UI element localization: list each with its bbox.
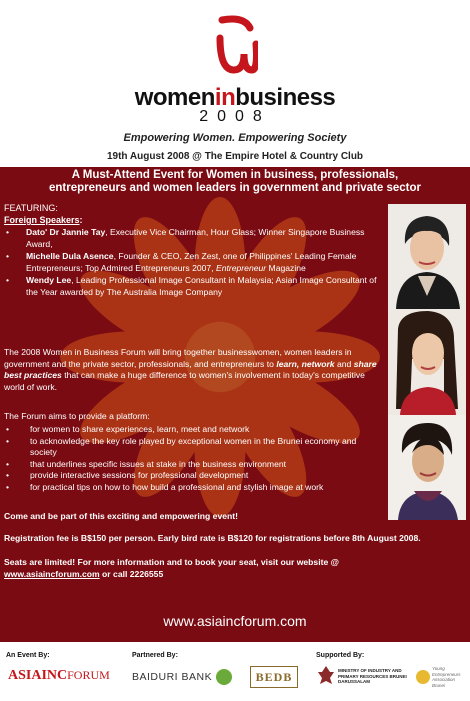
date-venue: 19th August 2008 @ The Empire Hotel & Country Club [106,151,364,162]
bedb-logo: BEDB [250,666,298,688]
forum-description: The 2008 Women in Business Forum will bring together businesswomen, women leaders in government and the private sector, professionals, and entrepreneurs to learn, network and share best practices that can make a huge difference to women's involvement in today's competitive world of work. [4,347,377,392]
partnered-by-label: Partnered By: [132,652,178,659]
speaker-item: • Wendy Lee, Leading Professional Image Consultant in Malaysia; Asian Image Consultant of the Year awarded by The Australia Image Company [4,275,384,298]
footer [0,642,470,701]
speaker-item: • Dato' Dr Jannie Tay, Executive Vice Chairman, Hour Glass; Winner Singapore Business Award, [4,227,384,250]
brand-year: 2008 [199,108,271,125]
header [0,0,470,167]
platform-item: • to acknowledge the key role played by exceptional women in the Brunei economy and society [4,436,384,459]
platform-item: • provide interactive sessions for professional development [4,470,384,482]
contact-line: www.asiaincforum.com or call 2226555 [4,569,164,579]
website-link[interactable]: www.asiaincforum.com [4,569,100,579]
brand-name: womeninbusiness [134,84,336,111]
event-by-label: An Event By: [6,652,50,659]
website-banner[interactable]: www.asiaincforum.com [163,613,307,629]
main-panel [0,167,470,642]
platform-item: • that underlines specific issues at stake in the business environment [4,459,384,471]
seats-info: Seats are limited! For more information and to book your seat, visit our website @ [4,557,340,567]
platform-intro: The Forum aims to provide a platform: [4,411,150,421]
brunei-crest-icon [316,664,336,686]
platform-item: • for women to share experiences, learn, meet and network [4,424,384,436]
speaker-photo-1 [388,204,466,309]
speaker-photo-2 [388,309,466,415]
registration-fee: Registration fee is B$150 per person. Early bird rate is B$120 for registrations before 8th August 2008. [4,533,421,543]
tagline: Empowering Women. Empowering Society [123,132,347,144]
ministry-logo: MINISTRY OF INDUSTRY AND PRIMARY RESOURCES BRUNEI DARUSSALAM [338,668,407,684]
speaker-photo-3 [388,415,466,520]
call-to-action: Come and be part of this exciting and empowering event! [4,511,238,521]
women-in-business-logo-icon [214,14,258,76]
baiduri-bank-logo: BAIDURI BANK [132,671,213,683]
featuring-label: FEATURING: [4,203,58,213]
headline: A Must-Attend Event for Women in business, professionals, entrepreneurs and women leaders in government and private sector [49,169,421,194]
yea-logo: Young Entrepreneurs Association Brunei [432,666,461,688]
platform-list [4,424,384,493]
asiainc-forum-logo: ASIAINCFORUM [8,668,110,683]
speakers-list [4,227,384,299]
foreign-speakers-label: Foreign Speakers: [4,215,83,225]
platform-item: • for practical tips on how to how build a professional and stylish image at work [4,482,384,494]
supported-by-label: Supported By: [316,652,365,659]
baiduri-emblem-icon [216,669,232,685]
speaker-item: • Michelle Dula Asence, Founder & CEO, Zen Zest, one of Philippines' Leading Female Entrepreneurs; Top Admired Entrepreneurs 2007, Entrepreneur Magazine [4,251,384,274]
